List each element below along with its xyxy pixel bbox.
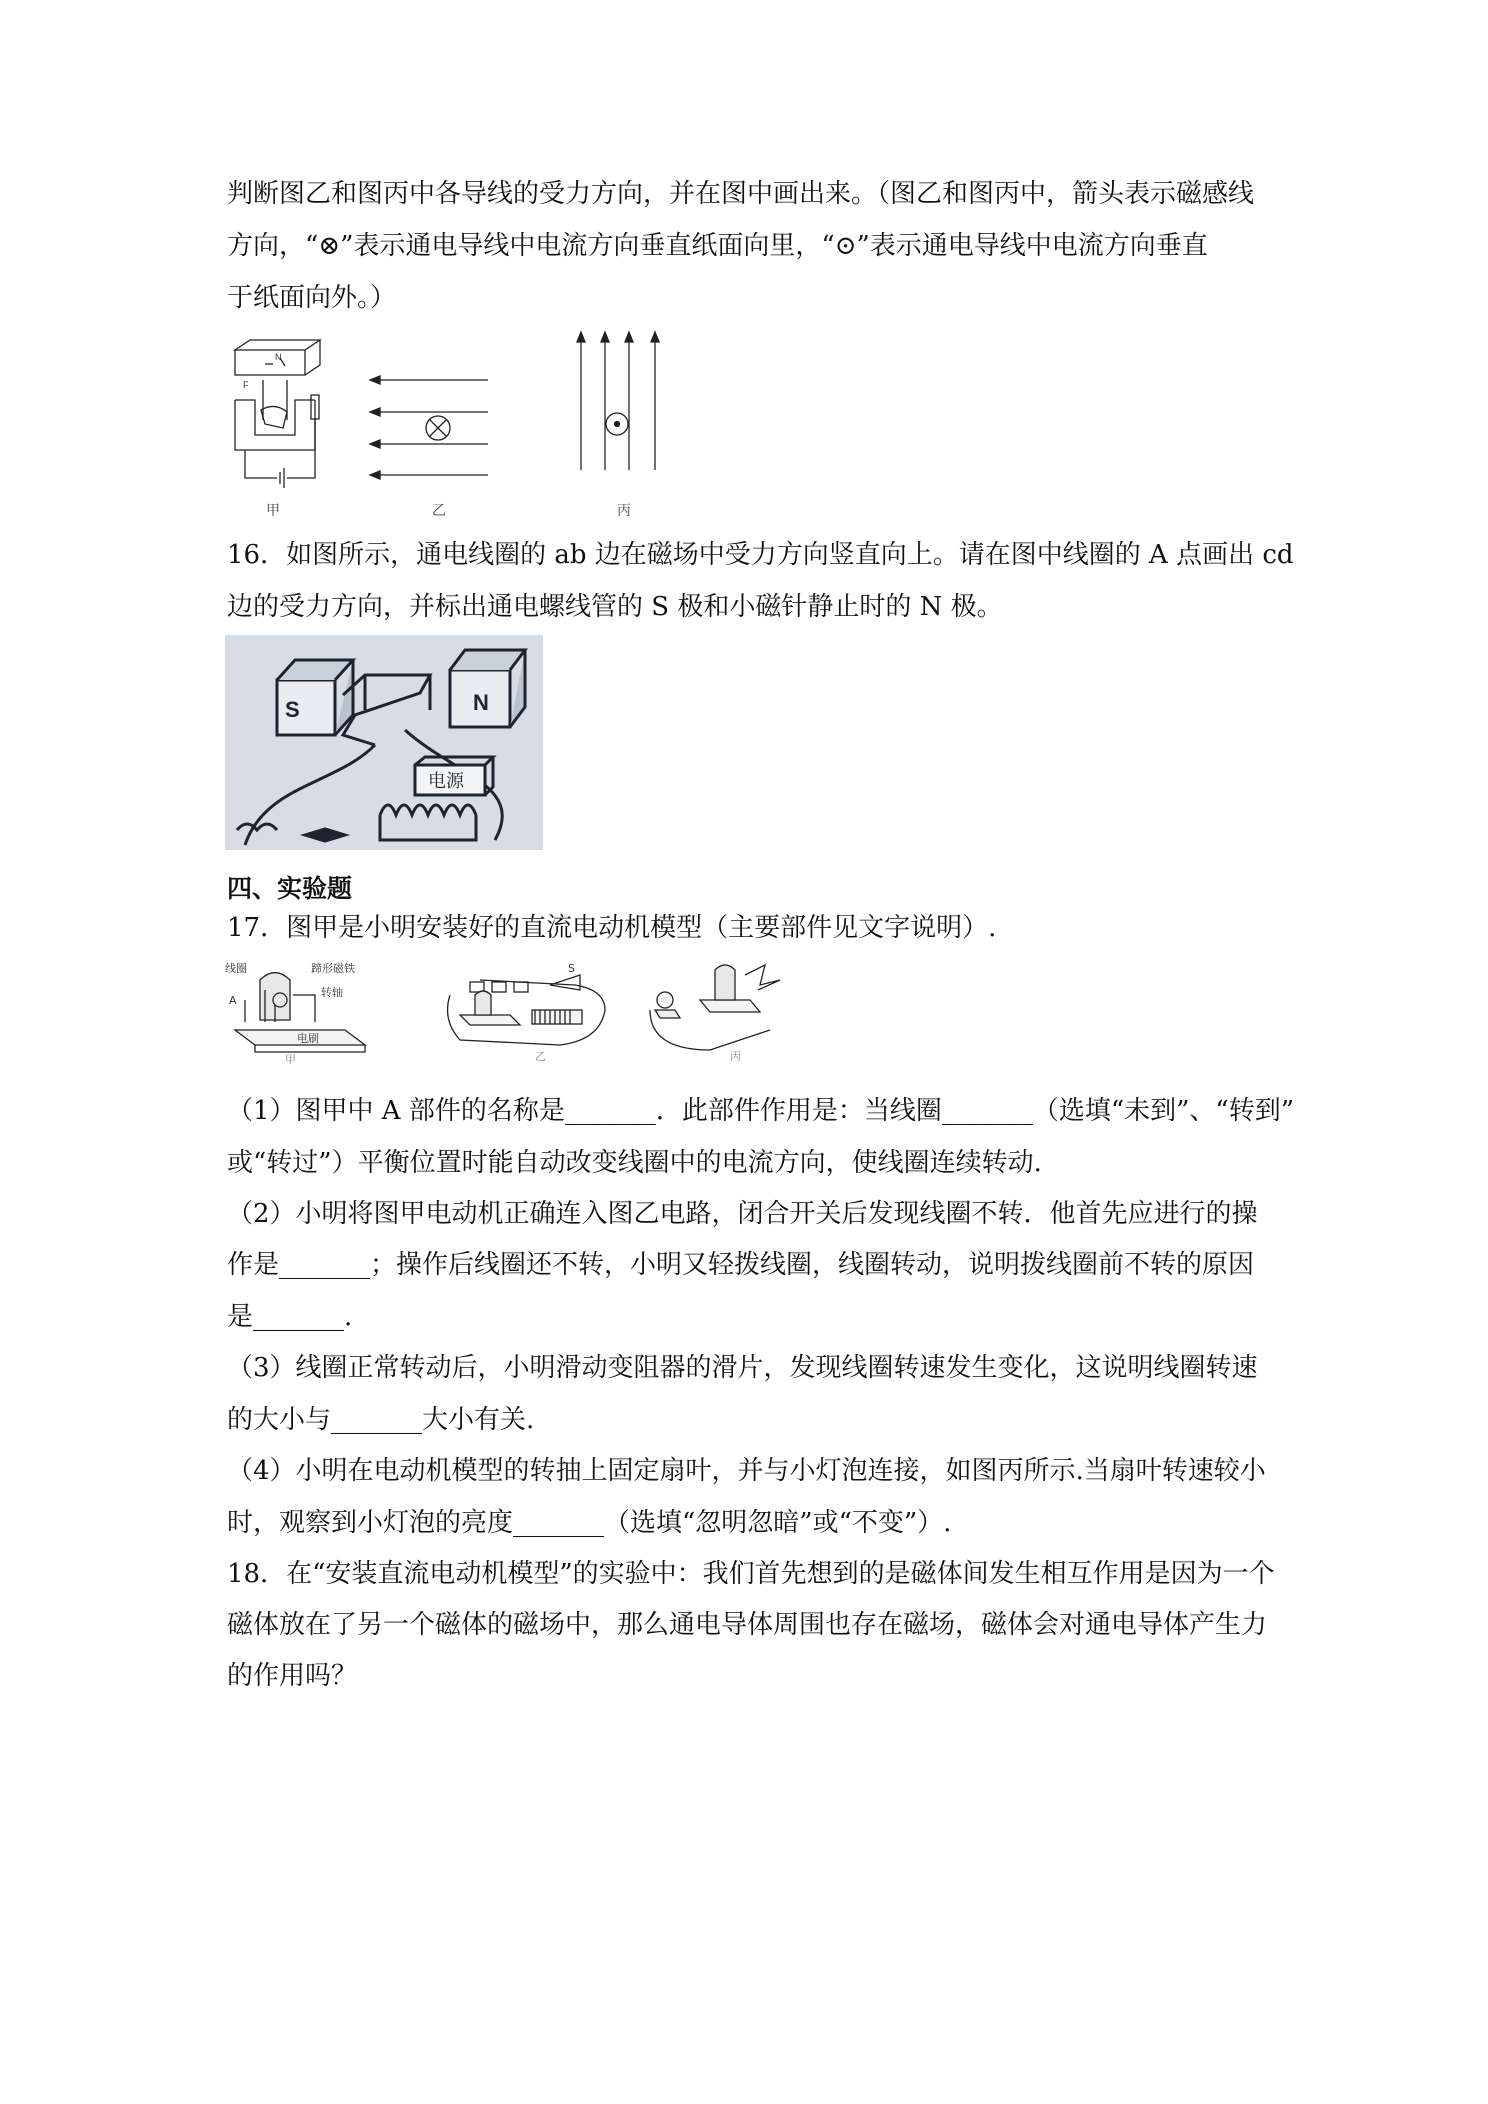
q16-battery-label: 电源 [428, 771, 464, 792]
q17-intro: 17．图甲是小明安装好的直流电动机模型（主要部件见文字说明）. [227, 913, 997, 943]
q17-label-brush: 电刷 [297, 1032, 319, 1045]
svg-text:F: F [243, 380, 249, 390]
q17-label-magnet: 蹄形磁铁 [311, 962, 355, 975]
current-out-of-page-icon [606, 413, 628, 435]
q16-line-1: 16．如图所示，通电线圈的 ab 边在磁场中受力方向竖直向上。请在图中线圈的 A 点画出 cd [227, 540, 1294, 570]
q15-figure-yi [368, 372, 493, 482]
q15-figure-jia [225, 340, 335, 490]
q17-figure-bing [640, 960, 790, 1065]
q17-line-8: （4）小明在电动机模型的转抽上固定扇叶，并与小灯泡连接，如图丙所示.当扇叶转速较小 [227, 1456, 1266, 1486]
q17-label-coil: 线圈 [225, 962, 247, 975]
q16-s-pole-label: S [285, 697, 300, 722]
q18-line-1: 18．在“安装直流电动机模型”的实验中：我们首先想到的是磁体间发生相互作用是因为一个 [227, 1559, 1275, 1589]
q15-figure-yi-label: 乙 [432, 503, 446, 519]
q17-line-6: （3）线圈正常转动后，小明滑动变阻器的滑片，发现线圈转速发生变化，这说明线圈转速 [227, 1353, 1258, 1383]
q17-line-3: （2）小明将图甲电动机正确连入图乙电路，闭合开关后发现线圈不转．他首先应进行的操 [227, 1199, 1258, 1229]
q17-label-yi: 乙 [535, 1050, 546, 1063]
current-into-page-icon [426, 416, 450, 440]
q15-line-2: 方向，“⊗”表示通电导线中电流方向垂直纸面向里，“⊙”表示通电导线中电流方向垂直 [227, 231, 1208, 261]
q17-line-2: 或“转过”）平衡位置时能自动改变线圈中的电流方向，使线圈连续转动. [227, 1148, 1042, 1178]
q17-line-4: 作是_______；操作后线圈还不转，小明又轻拨线圈，线圈转动，说明拨线圈前不转的原因 [227, 1250, 1255, 1280]
q17-line-7: 的大小与_______大小有关. [227, 1405, 535, 1435]
q17-figure-yi [440, 960, 620, 1065]
q15-figure-jia-label: 甲 [266, 503, 280, 519]
q17-label-a: A [229, 994, 237, 1007]
section-4-title: 四、实验题 [227, 874, 353, 903]
q17-line-5: 是_______. [227, 1302, 353, 1332]
q17-line-9: 时，观察到小灯泡的亮度_______（选填“忽明忽暗”或“不变”）. [227, 1508, 952, 1538]
q15-line-3: 于纸面向外。） [227, 283, 397, 313]
q17-label-switch: S [568, 962, 575, 975]
svg-text:N: N [275, 352, 282, 362]
q16-figure [225, 635, 543, 850]
q18-line-3: 的作用吗？ [227, 1661, 358, 1691]
q15-line-1: 判断图乙和图丙中各导线的受力方向，并在图中画出来。（图乙和图丙中，箭头表示磁感线 [227, 179, 1255, 209]
q15-figure-bing-label: 丙 [617, 503, 631, 519]
q16-n-pole-label: N [473, 690, 489, 715]
q17-label-bing: 丙 [730, 1050, 741, 1063]
q18-line-2: 磁体放在了另一个磁体的磁场中，那么通电导体周围也存在磁场，磁体会对通电导体产生力 [227, 1610, 1268, 1640]
q17-figure-jia [225, 960, 375, 1065]
q17-label-shaft: 转轴 [321, 986, 343, 999]
q17-label-jia: 甲 [285, 1053, 296, 1066]
q17-line-1: （1）图甲中 A 部件的名称是_______．此部件作用是：当线圈_______（选填“未到”、“转到” [227, 1096, 1295, 1126]
q15-figure-bing [575, 330, 665, 475]
q16-line-2: 边的受力方向，并标出通电螺线管的 S 极和小磁针静止时的 N 极。 [227, 592, 1003, 622]
